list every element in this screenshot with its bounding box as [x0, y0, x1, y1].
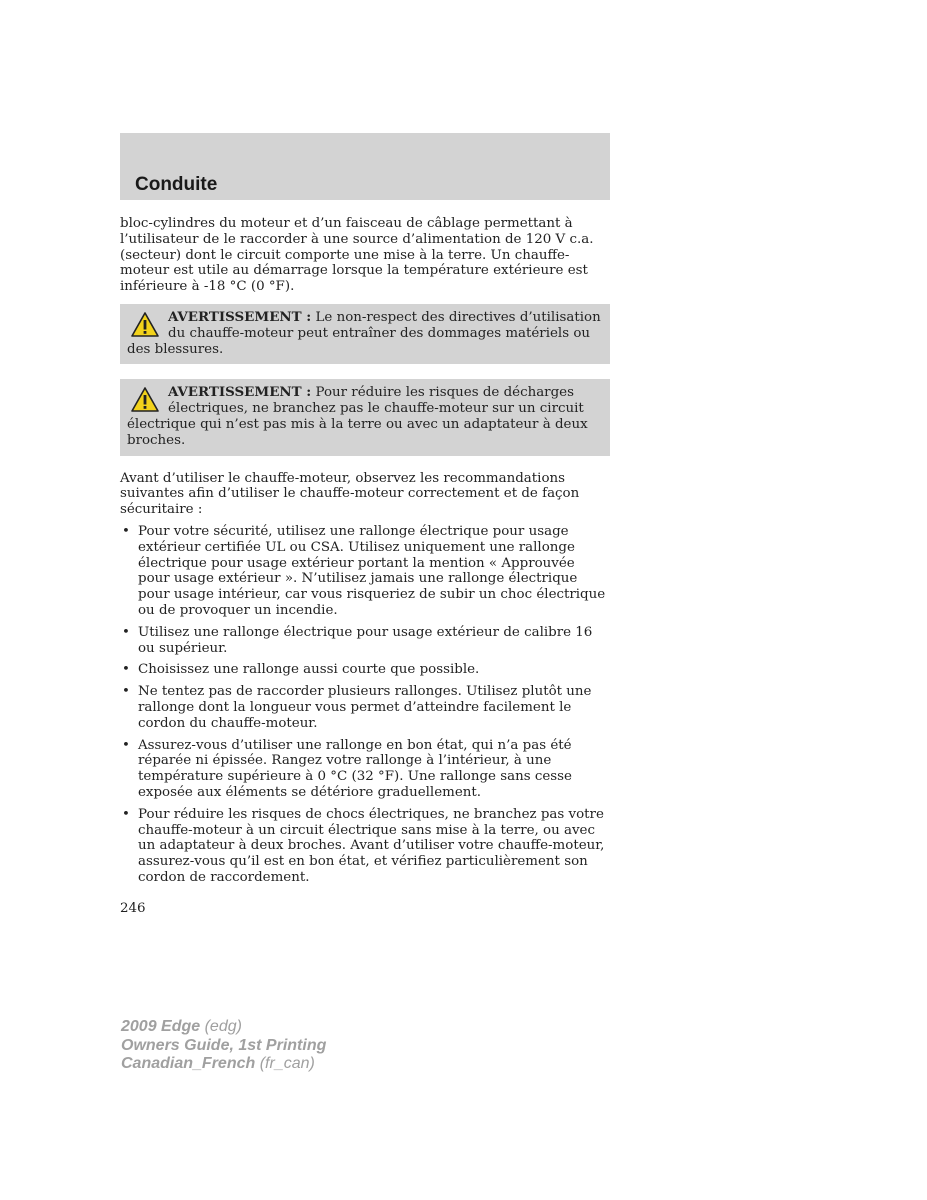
warning-box	[120, 379, 610, 455]
section-title: Conduite	[135, 174, 218, 195]
footer-line-model	[121, 1018, 326, 1037]
section-header	[120, 133, 610, 200]
warning-label: AVERTISSEMENT :	[168, 308, 312, 325]
warning-box	[120, 304, 610, 364]
footer-line-guide	[121, 1037, 326, 1056]
list-item: • Utilisez une rallonge électrique pour usage extérieur de calibre 16 ou supérieur.	[120, 625, 610, 657]
intro-paragraph: Avant d’utiliser le chauffe-moteur, observez les recommandations suivantes afin d’utiliser le chauffe-moteur correctement et de façon sécuritaire :	[120, 470, 580, 518]
list-item: • Pour réduire les risques de chocs électriques, ne branchez pas votre chauffe-moteur à un circuit électrique sans mise à la terre, ou avec un adaptateur à deux broches. Avant d’utiliser votre chauffe-moteur, assurez-vous qu’il est en bon état, et vérifiez particulièrement son cordon de raccordement.	[120, 807, 610, 886]
warning-label: AVERTISSEMENT :	[168, 384, 312, 401]
print-footer	[121, 1018, 326, 1074]
recommendation-list	[120, 524, 610, 886]
footer-model: 2009 Edge	[121, 1018, 201, 1035]
warning-text: Le non-respect des directives d’utilisation du chauffe-moteur peut entraîner des dommages matériels ou des blessures.	[127, 309, 601, 357]
list-item: • Assurez-vous d’utiliser une rallonge en bon état, qui n’a pas été réparée ni épissée. Rangez votre rallonge à l’intérieur, à une température supérieure à 0 °C (32 °F). Une rallonge sans cesse exposée aux éléments se détériore graduellement.	[120, 738, 610, 801]
warning-text: Pour réduire les risques de décharges électriques, ne branchez pas le chauffe-moteur sur un circuit électrique qui n’est pas mis à la terre ou avec un adaptateur à deux broches.	[127, 385, 588, 448]
footer-language: Canadian_French	[121, 1055, 256, 1072]
warning-triangle-icon	[130, 311, 160, 338]
list-item: • Pour votre sécurité, utilisez une rallonge électrique pour usage extérieur certifiée UL ou CSA. Utilisez uniquement une rallonge électrique pour usage extérieur portant la mention « Approuvée pour usage extérieur ». N’utilisez jamais une rallonge électrique pour usage intérieur, car vous risqueriez de subir un choc électrique ou de provoquer un incendie.	[120, 524, 610, 619]
footer-model-code: (edg)	[200, 1018, 242, 1035]
body-paragraph: bloc-cylindres du moteur et d’un faisceau de câblage permettant à l’utilisateur de le raccorder à une source d’alimentation de 120 V c.a. (secteur) dont le circuit comporte une mise à la terre. Un chauffe-moteur est utile au démarrage lorsque la température extérieure est inférieure à -18 °C (0 °F).	[120, 216, 594, 295]
footer-line-language	[121, 1055, 326, 1074]
warning-triangle-icon	[130, 386, 160, 413]
list-item: • Choisissez une rallonge aussi courte que possible.	[120, 662, 610, 678]
page-content	[120, 216, 610, 892]
footer-language-code: (fr_can)	[255, 1055, 315, 1072]
footer-guide: Owners Guide, 1st Printing	[121, 1036, 327, 1054]
list-item: • Ne tentez pas de raccorder plusieurs rallonges. Utilisez plutôt une rallonge dont la longueur vous permet d’atteindre facilement le cordon du chauffe-moteur.	[120, 684, 610, 731]
page-number: 246	[120, 901, 146, 916]
